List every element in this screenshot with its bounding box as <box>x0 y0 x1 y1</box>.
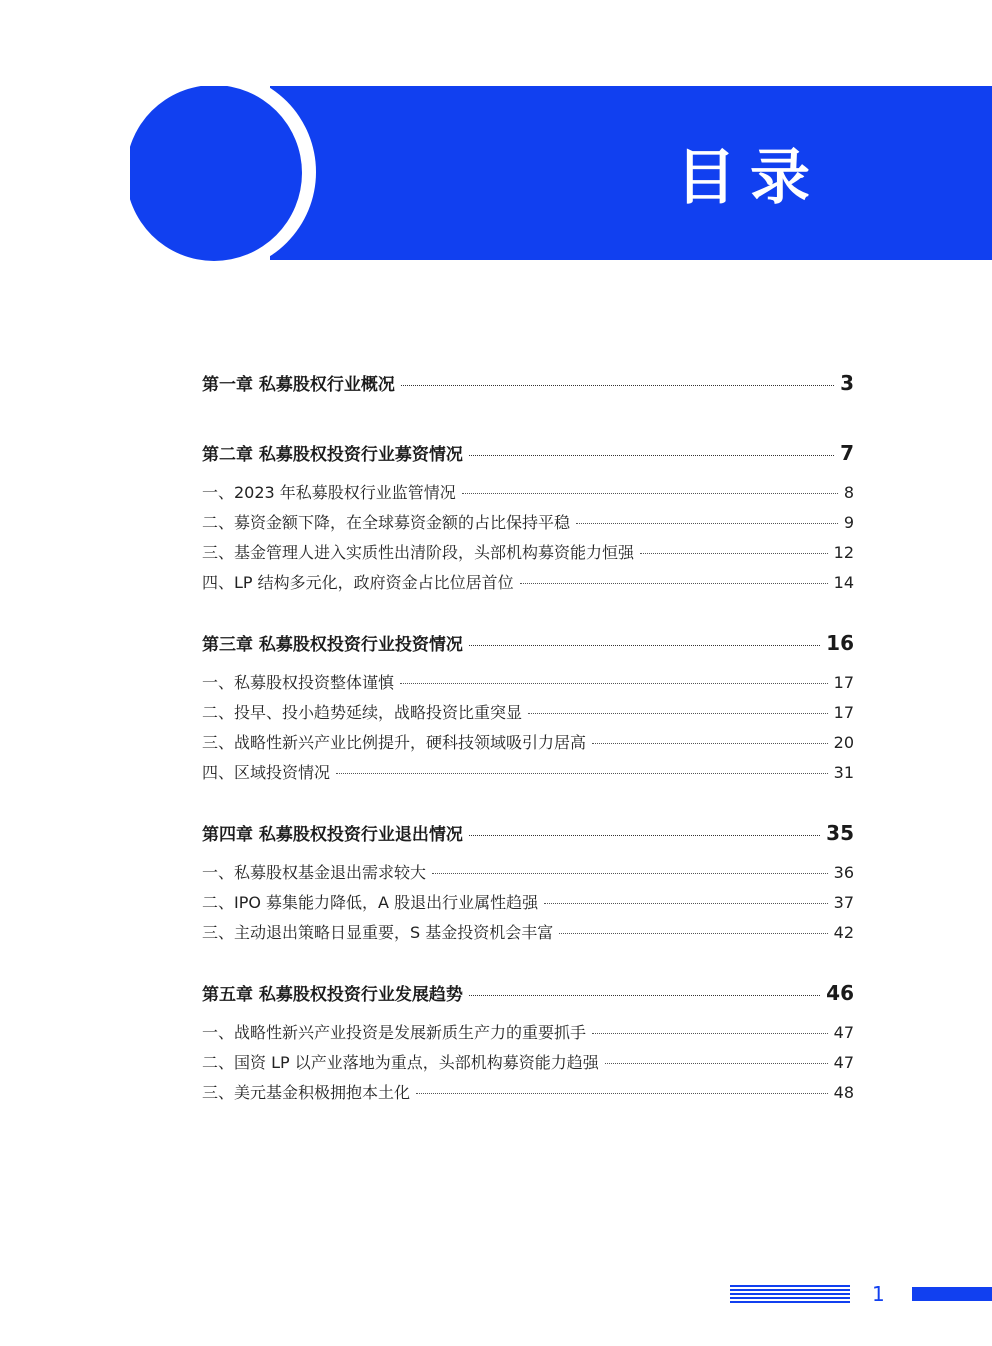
toc-page: 36 <box>833 863 854 882</box>
toc-page: 9 <box>843 513 854 532</box>
toc-section[interactable] <box>202 858 854 888</box>
toc-page: 17 <box>833 673 854 692</box>
toc-page: 42 <box>833 923 854 942</box>
dot-leader <box>544 902 828 904</box>
toc-section[interactable] <box>202 478 854 508</box>
toc-label: 一、私募股权基金退出需求较大 <box>202 863 427 882</box>
toc-label: 第二章 私募股权投资行业募资情况 <box>202 445 463 465</box>
toc-section[interactable] <box>202 888 854 918</box>
toc-section[interactable] <box>202 1018 854 1048</box>
toc-page: 48 <box>833 1083 854 1102</box>
footer-line <box>730 1293 850 1295</box>
toc-label: 一、战略性新兴产业投资是发展新质生产力的重要抓手 <box>202 1023 587 1042</box>
toc-label: 四、区域投资情况 <box>202 763 331 782</box>
toc-label: 三、美元基金积极拥抱本土化 <box>202 1083 411 1102</box>
dot-leader <box>400 682 828 684</box>
toc-label: 第一章 私募股权行业概况 <box>202 375 395 395</box>
toc-page: 8 <box>843 483 854 502</box>
toc-page: 31 <box>833 763 854 782</box>
footer-bar <box>912 1287 992 1301</box>
dot-leader <box>640 552 828 554</box>
toc-page: 3 <box>840 371 854 395</box>
toc-page: 37 <box>833 893 854 912</box>
dot-leader <box>592 1032 828 1034</box>
toc-section[interactable] <box>202 698 854 728</box>
toc-label: 二、投早、投小趋势延续，战略投资比重突显 <box>202 703 523 722</box>
toc-label: 一、2023 年私募股权行业监管情况 <box>202 483 456 502</box>
toc-page: 47 <box>833 1023 854 1042</box>
toc-chapter[interactable] <box>202 366 854 400</box>
toc-label: 三、主动退出策略日显重要，S 基金投资机会丰富 <box>202 923 554 942</box>
toc-section[interactable] <box>202 668 854 698</box>
toc-section[interactable] <box>202 1078 854 1108</box>
toc-section[interactable] <box>202 1048 854 1078</box>
toc-chapter[interactable] <box>202 816 854 850</box>
toc-page: 20 <box>833 733 854 752</box>
toc-chapter[interactable] <box>202 976 854 1010</box>
toc-page: 47 <box>833 1053 854 1072</box>
title-banner <box>270 86 992 260</box>
page-number: 1 <box>872 1282 885 1306</box>
toc-section[interactable] <box>202 508 854 538</box>
dot-leader <box>469 994 820 996</box>
dot-leader <box>592 742 828 744</box>
toc-page: 14 <box>833 573 854 592</box>
toc-label: 四、LP 结构多元化，政府资金占比位居首位 <box>202 573 514 592</box>
footer-line <box>730 1289 850 1291</box>
dot-leader <box>469 454 834 456</box>
toc-section[interactable] <box>202 758 854 788</box>
toc-page: 16 <box>826 631 854 655</box>
toc-label: 二、国资 LP 以产业落地为重点，头部机构募资能力趋强 <box>202 1053 599 1072</box>
dot-leader <box>528 712 828 714</box>
footer-line <box>730 1285 850 1287</box>
dot-leader <box>416 1092 828 1094</box>
toc-page: 12 <box>833 543 854 562</box>
toc-page: 17 <box>833 703 854 722</box>
toc-label: 三、战略性新兴产业比例提升，硬科技领域吸引力居高 <box>202 733 587 752</box>
dot-leader <box>576 522 838 524</box>
toc-section[interactable] <box>202 918 854 948</box>
decorative-circle <box>130 86 326 282</box>
dot-leader <box>469 644 820 646</box>
toc-page: 7 <box>840 441 854 465</box>
dot-leader <box>559 932 827 934</box>
page-title: 目录 <box>676 143 824 213</box>
toc-chapter[interactable] <box>202 626 854 660</box>
dot-leader <box>432 872 828 874</box>
footer-decorative-lines <box>730 1285 850 1303</box>
toc-chapter[interactable] <box>202 436 854 470</box>
toc-label: 二、募资金额下降，在全球募资金额的占比保持平稳 <box>202 513 571 532</box>
toc-label: 第三章 私募股权投资行业投资情况 <box>202 635 463 655</box>
footer-line <box>730 1297 850 1299</box>
toc-page: 35 <box>826 821 854 845</box>
toc-label: 二、IPO 募集能力降低，A 股退出行业属性趋强 <box>202 893 539 912</box>
toc-section[interactable] <box>202 728 854 758</box>
dot-leader <box>520 582 828 584</box>
toc-label: 一、私募股权投资整体谨慎 <box>202 673 395 692</box>
toc-label: 三、基金管理人进入实质性出清阶段，头部机构募资能力恒强 <box>202 543 635 562</box>
dot-leader <box>336 772 828 774</box>
dot-leader <box>462 492 838 494</box>
toc-label: 第四章 私募股权投资行业退出情况 <box>202 825 463 845</box>
toc-label: 第五章 私募股权投资行业发展趋势 <box>202 985 463 1005</box>
dot-leader <box>469 834 820 836</box>
toc-page: 46 <box>826 981 854 1005</box>
toc-section[interactable] <box>202 538 854 568</box>
footer-line <box>730 1301 850 1303</box>
toc-section[interactable] <box>202 568 854 598</box>
dot-leader <box>605 1062 828 1064</box>
dot-leader <box>401 384 834 386</box>
